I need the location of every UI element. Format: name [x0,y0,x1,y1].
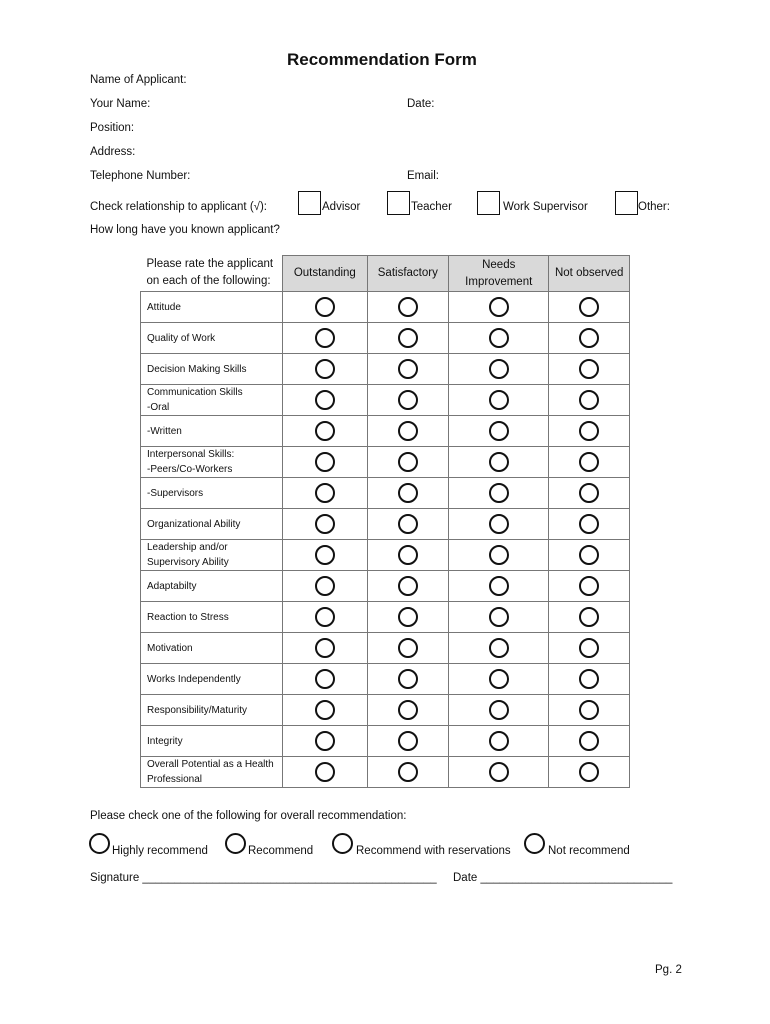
criterion-label [141,571,283,602]
rating-cell-satisfactory [367,385,449,416]
rating-radio-needs-improvement[interactable] [489,700,509,720]
criterion-label [141,633,283,664]
rating-radio-outstanding[interactable] [315,638,335,658]
rating-cell-outstanding [283,757,367,788]
rating-cell-outstanding [283,633,367,664]
rating-radio-needs-improvement[interactable] [489,390,509,410]
rating-radio-satisfactory[interactable] [398,669,418,689]
rating-cell-needs-improvement [449,416,549,447]
recommend-with-reservations-label: Recommend with reservations [356,845,511,857]
criterion-label [141,695,283,726]
rating-cell-outstanding [283,726,367,757]
rating-cell-needs-improvement [449,509,549,540]
address-label: Address: [90,146,136,158]
not-recommend-label: Not recommend [548,845,630,857]
rating-cell-needs-improvement [449,447,549,478]
rating-radio-not-observed[interactable] [579,452,599,472]
rating-radio-not-observed[interactable] [579,700,599,720]
rating-cell-outstanding [283,478,367,509]
advisor-label: Advisor [322,201,361,213]
table-row [141,447,630,478]
rating-radio-not-observed[interactable] [579,762,599,782]
column-satisfactory: Satisfactory [367,256,449,292]
rating-radio-satisfactory[interactable] [398,390,418,410]
rating-cell-needs-improvement [449,323,549,354]
rating-radio-outstanding[interactable] [315,669,335,689]
criterion-label [141,757,283,788]
relationship-prompt: Check relationship to applicant (√): [90,201,267,213]
rating-radio-needs-improvement[interactable] [489,297,509,317]
rating-cell-not-observed [549,664,630,695]
criterion-label-line1: Interpersonal Skills: [147,449,235,460]
criterion-label-line1: Communication Skills [147,387,243,398]
rating-radio-outstanding[interactable] [315,731,335,751]
rating-prompt [141,256,283,292]
telephone-label: Telephone Number: [90,170,191,182]
rating-cell-not-observed [549,292,630,323]
rating-cell-needs-improvement [449,540,549,571]
table-row [141,664,630,695]
criterion-label-line1: Responsibility/Maturity [147,704,248,716]
rating-cell-not-observed [549,726,630,757]
rating-radio-outstanding[interactable] [315,421,335,441]
rating-radio-outstanding[interactable] [315,762,335,782]
criterion-label-line1: Overall Potential as a Health [147,759,274,770]
rating-cell-needs-improvement [449,695,549,726]
criterion-label-line1: Reaction to Stress [147,611,229,623]
table-row [141,323,630,354]
how-long-label: How long have you known applicant? [90,224,280,236]
recommend-radio[interactable] [225,833,246,854]
other-label: Other: [638,201,670,213]
rating-radio-outstanding[interactable] [315,328,335,348]
criterion-label [141,602,283,633]
highly-recommend-label: Highly recommend [112,845,208,857]
signature-line[interactable]: Signature ______________________________________________ [90,872,437,884]
rating-cell-outstanding [283,354,367,385]
rating-cell-satisfactory [367,323,449,354]
rating-cell-not-observed [549,447,630,478]
rating-cell-outstanding [283,292,367,323]
rating-table [140,255,630,788]
rating-cell-satisfactory [367,757,449,788]
rating-cell-satisfactory [367,633,449,664]
table-row [141,540,630,571]
recommend-with-reservations-radio[interactable] [332,833,353,854]
rating-cell-outstanding [283,571,367,602]
rating-prompt-line1: Please rate the applicant [146,258,274,271]
rating-cell-needs-improvement [449,478,549,509]
rating-cell-satisfactory [367,571,449,602]
criterion-label-line1: Attitude [147,301,181,313]
rating-radio-not-observed[interactable] [579,514,599,534]
rating-radio-needs-improvement[interactable] [489,359,509,379]
rating-radio-outstanding[interactable] [315,297,335,317]
work-supervisor-checkbox[interactable] [477,191,500,215]
rating-radio-needs-improvement[interactable] [489,576,509,596]
rating-radio-needs-improvement[interactable] [489,669,509,689]
table-row [141,695,630,726]
rating-radio-satisfactory[interactable] [398,359,418,379]
criterion-label [141,478,283,509]
work-supervisor-label: Work Supervisor [503,201,588,213]
rating-cell-outstanding [283,664,367,695]
rating-radio-satisfactory[interactable] [398,731,418,751]
rating-cell-needs-improvement [449,385,549,416]
rating-radio-needs-improvement[interactable] [489,483,509,503]
teacher-checkbox[interactable] [387,191,410,215]
rating-radio-needs-improvement[interactable] [489,731,509,751]
criterion-label-line1: Organizational Ability [147,518,241,530]
rating-radio-not-observed[interactable] [579,328,599,348]
email-label: Email: [407,170,439,182]
rating-cell-not-observed [549,354,630,385]
table-row [141,354,630,385]
rating-cell-satisfactory [367,602,449,633]
rating-cell-not-observed [549,602,630,633]
rating-radio-not-observed[interactable] [579,390,599,410]
rating-cell-outstanding [283,695,367,726]
rating-radio-outstanding[interactable] [315,545,335,565]
rating-radio-not-observed[interactable] [579,638,599,658]
criterion-label [141,664,283,695]
rating-cell-not-observed [549,633,630,664]
rating-radio-needs-improvement[interactable] [489,452,509,472]
rating-radio-not-observed[interactable] [579,669,599,689]
rating-cell-satisfactory [367,695,449,726]
rating-cell-needs-improvement [449,633,549,664]
rating-cell-not-observed [549,323,630,354]
criterion-label [141,447,283,478]
criterion-label [141,323,283,354]
criterion-label-line1: -Written [147,425,182,437]
rating-radio-satisfactory[interactable] [398,576,418,596]
rating-cell-satisfactory [367,478,449,509]
rating-radio-needs-improvement[interactable] [489,328,509,348]
table-row [141,757,630,788]
criterion-label-line2: -Peers/Co-Workers [147,464,233,475]
criterion-label-line1: Quality of Work [147,332,216,344]
rating-cell-satisfactory [367,416,449,447]
rating-radio-needs-improvement[interactable] [489,514,509,534]
criterion-label [141,416,283,447]
rating-radio-needs-improvement[interactable] [489,638,509,658]
rating-cell-satisfactory [367,292,449,323]
rating-radio-outstanding[interactable] [315,452,335,472]
rating-radio-outstanding[interactable] [315,359,335,379]
criterion-label [141,385,283,416]
rating-cell-not-observed [549,385,630,416]
your-name-label: Your Name: [90,98,151,110]
table-row [141,478,630,509]
rating-radio-satisfactory[interactable] [398,700,418,720]
rating-cell-outstanding [283,602,367,633]
rating-cell-not-observed [549,478,630,509]
column-outstanding: Outstanding [283,256,367,292]
rating-cell-not-observed [549,571,630,602]
rating-radio-satisfactory[interactable] [398,545,418,565]
rating-radio-not-observed[interactable] [579,731,599,751]
rating-radio-outstanding[interactable] [315,607,335,627]
rating-cell-not-observed [549,540,630,571]
column-needs-improvement: Needs Improvement [449,256,549,292]
criterion-label-line1: -Supervisors [147,487,204,499]
rating-cell-satisfactory [367,664,449,695]
rating-cell-outstanding [283,323,367,354]
rating-cell-not-observed [549,757,630,788]
rating-radio-needs-improvement[interactable] [489,762,509,782]
table-row [141,726,630,757]
rating-radio-satisfactory[interactable] [398,421,418,441]
name-of-applicant-label: Name of Applicant: [90,74,187,86]
rating-cell-needs-improvement [449,726,549,757]
criterion-label-line2: -Oral [147,402,170,413]
criterion-label-line1: Motivation [147,642,193,654]
table-row [141,416,630,447]
rating-radio-outstanding[interactable] [315,390,335,410]
form-title: Recommendation Form [287,50,477,69]
table-row [141,633,630,664]
rating-radio-satisfactory[interactable] [398,483,418,503]
table-row [141,602,630,633]
rating-radio-satisfactory[interactable] [398,638,418,658]
rating-cell-satisfactory [367,540,449,571]
rating-cell-satisfactory [367,509,449,540]
not-recommend-radio[interactable] [524,833,545,854]
rating-radio-outstanding[interactable] [315,700,335,720]
rating-radio-not-observed[interactable] [579,297,599,317]
rating-cell-needs-improvement [449,571,549,602]
highly-recommend-radio[interactable] [89,833,110,854]
rating-radio-outstanding[interactable] [315,576,335,596]
criterion-label-line1: Leadership and/or [147,542,228,553]
criterion-label-line1: Works Independently [147,673,241,685]
criterion-label [141,540,283,571]
rating-radio-not-observed[interactable] [579,576,599,596]
position-label: Position: [90,122,135,134]
rating-body [141,292,630,788]
rating-cell-needs-improvement [449,757,549,788]
rating-radio-satisfactory[interactable] [398,297,418,317]
rating-cell-not-observed [549,695,630,726]
rating-header-row [141,256,630,292]
rating-radio-outstanding[interactable] [315,514,335,534]
rating-radio-not-observed[interactable] [579,545,599,565]
rating-cell-needs-improvement [449,602,549,633]
rating-cell-outstanding [283,416,367,447]
rating-radio-satisfactory[interactable] [398,452,418,472]
rating-radio-satisfactory[interactable] [398,328,418,348]
column-not-observed: Not observed [549,256,630,292]
criterion-label-line1: Decision Making Skills [147,363,247,375]
other-checkbox[interactable] [615,191,638,215]
table-row [141,292,630,323]
signature-date-line[interactable]: Date ______________________________ [453,872,673,884]
rating-cell-not-observed [549,509,630,540]
recommend-label: Recommend [248,845,314,857]
advisor-checkbox[interactable] [298,191,321,215]
date-label: Date: [407,98,435,110]
rating-radio-not-observed[interactable] [579,421,599,441]
page-number: Pg. 2 [655,964,682,976]
rating-cell-outstanding [283,509,367,540]
rating-cell-needs-improvement [449,664,549,695]
criterion-label [141,726,283,757]
table-row [141,385,630,416]
rating-cell-outstanding [283,447,367,478]
criterion-label-line2: Supervisory Ability [147,557,229,568]
criterion-label-line2: Professional [147,774,203,785]
criterion-label [141,292,283,323]
rating-cell-not-observed [549,416,630,447]
table-row [141,571,630,602]
rating-radio-outstanding[interactable] [315,483,335,503]
rating-radio-not-observed[interactable] [579,483,599,503]
criterion-label-line1: Adaptabilty [147,580,197,592]
rating-cell-satisfactory [367,354,449,385]
criterion-label-line1: Integrity [147,735,183,747]
rating-cell-outstanding [283,540,367,571]
rating-prompt-line2: on each of the following: [146,275,271,288]
criterion-label [141,354,283,385]
teacher-label: Teacher [411,201,452,213]
overall-prompt: Please check one of the following for overall recommendation: [90,810,407,822]
rating-cell-needs-improvement [449,354,549,385]
rating-radio-needs-improvement[interactable] [489,545,509,565]
criterion-label [141,509,283,540]
rating-radio-satisfactory[interactable] [398,762,418,782]
table-row [141,509,630,540]
rating-radio-needs-improvement[interactable] [489,421,509,441]
rating-cell-outstanding [283,385,367,416]
rating-cell-needs-improvement [449,292,549,323]
rating-radio-not-observed[interactable] [579,359,599,379]
rating-radio-satisfactory[interactable] [398,514,418,534]
rating-cell-satisfactory [367,447,449,478]
rating-radio-needs-improvement[interactable] [489,607,509,627]
rating-radio-satisfactory[interactable] [398,607,418,627]
rating-radio-not-observed[interactable] [579,607,599,627]
rating-cell-satisfactory [367,726,449,757]
